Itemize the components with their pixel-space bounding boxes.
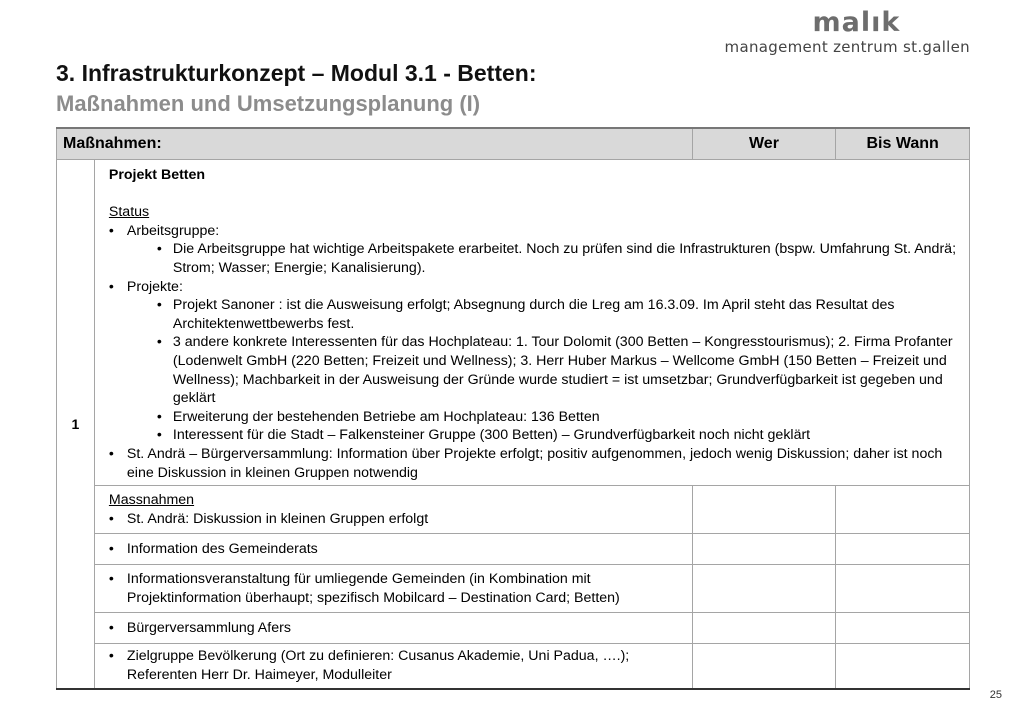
- massnahmen-label: Massnahmen: [108, 492, 195, 508]
- logo-wordmark: malık: [812, 7, 901, 38]
- table-header-row: [57, 128, 970, 160]
- projekte-label: • Projekte:: [109, 278, 961, 297]
- table-row: [57, 486, 970, 534]
- bis-wann-cell: [836, 613, 970, 644]
- page-number: 25: [989, 689, 1002, 701]
- arbeitsgruppe-item: • Die Arbeitsgruppe hat wichtige Arbeitspakete erarbeitet. Noch zu prüfen sind die Infrastrukturen (bspw. Umfahrung St. Andrä; Strom; Wasser; Energie; Kanalisierung).: [109, 240, 961, 277]
- project-title: Projekt Betten: [108, 167, 206, 183]
- wer-cell: [692, 565, 836, 613]
- massnahme-item: • Bürgerversammlung Afers: [109, 619, 684, 638]
- massnahme-cell: [94, 565, 692, 613]
- logo-tagline: management zentrum st.gallen: [724, 38, 970, 56]
- bis-wann-cell: [836, 565, 970, 613]
- wer-cell: [692, 486, 836, 534]
- versammlung-item: • St. Andrä – Bürgerversammlung: Information über Projekte erfolgt; positiv aufgenommen, jedoch wenig Diskussion; daher ist noch eine Diskussion in kleinen Gruppen notwendig: [109, 445, 961, 482]
- table-row: [57, 644, 970, 689]
- wer-cell: [692, 534, 836, 565]
- slide-subtitle: Maßnahmen und Umsetzungsplanung (I): [56, 91, 481, 116]
- status-label: Status: [108, 204, 150, 221]
- projekte-item: • 3 andere konkrete Interessenten für das Hochplateau: 1. Tour Dolomit (300 Betten – Kongresstourismus); 2. Firma Profanter (Lodenwelt GmbH (220 Betten; Freizeit und Wellness); 3. Herr Huber Markus – Wellcome GmbH (150 Betten – Freizeit und Wellness); Machbarkeit in der Ausweisung der Gründe wurde studiert = ist umsetzbar; Grundverfügbarkeit ist gegeben und geklärt: [109, 333, 961, 407]
- company-logo: [725, 8, 970, 56]
- wer-cell: [692, 644, 836, 689]
- massnahme-item: • Information des Gemeinderats: [109, 540, 684, 559]
- bis-wann-cell: [836, 644, 970, 689]
- bis-wann-cell: [836, 534, 970, 565]
- massnahme-cell: [94, 486, 692, 534]
- bis-wann-cell: [836, 486, 970, 534]
- massnahme-cell: [94, 644, 692, 689]
- projekte-item: • Erweiterung der bestehenden Betriebe am Hochplateau: 136 Betten: [109, 408, 961, 427]
- table-row: [57, 160, 970, 486]
- projekte-item: • Projekt Sanoner : ist die Ausweisung erfolgt; Absegnung durch die Lreg am 16.3.09. Im April steht das Resultat des Architektenwettbewerbs fest.: [109, 296, 961, 333]
- massnahme-item: • St. Andrä: Diskussion in kleinen Gruppen erfolgt: [109, 510, 684, 529]
- massnahme-cell: [94, 534, 692, 565]
- arbeitsgruppe-label: • Arbeitsgruppe:: [109, 222, 961, 241]
- massnahme-item: • Zielgruppe Bevölkerung (Ort zu definieren: Cusanus Akademie, Uni Padua, ….); Referenten Herr Dr. Haimeyer, Modulleiter: [109, 647, 684, 684]
- massnahme-cell: [94, 613, 692, 644]
- table-row: [57, 565, 970, 613]
- slide-title: 3. Infrastrukturkonzept – Modul 3.1 - Betten:: [56, 60, 537, 86]
- measures-table: [56, 127, 970, 690]
- header-bis-wann: Bis Wann: [836, 128, 970, 160]
- table-row: [57, 613, 970, 644]
- row-number: 1: [57, 160, 95, 689]
- table-row: [57, 534, 970, 565]
- projekte-item: • Interessent für die Stadt – Falkensteiner Gruppe (300 Betten) – Grundverfügbarkeit noch nicht geklärt: [109, 426, 961, 445]
- header-wer: Wer: [692, 128, 836, 160]
- massnahme-item: • Informationsveranstaltung für umliegende Gemeinden (in Kombination mit Projektinformation überhaupt; spezifisch Mobilcard – Destination Card; Betten): [109, 570, 684, 607]
- header-massnahmen: Maßnahmen:: [57, 128, 693, 160]
- project-status-cell: [94, 160, 969, 486]
- wer-cell: [692, 613, 836, 644]
